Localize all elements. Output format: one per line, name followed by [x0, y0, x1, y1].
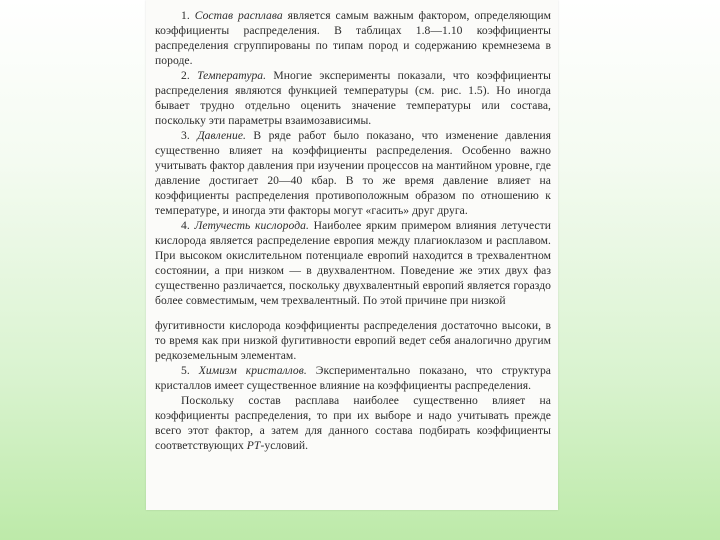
paragraph-crystal-chemistry [155, 363, 551, 393]
item-number: 3. [181, 129, 198, 142]
item-body: является самым важным фактором, определяющим коэффициенты распределения. В таблицах 1.8—1.10 коэффициенты распределения сгруппированы по типам пород и содержанию кремнезема в породе. [155, 9, 552, 67]
item-title: Температура. [197, 69, 267, 82]
item-body: В ряде работ было показано, что изменение давления существенно влияет на коэффициенты распределения. Особенно важно учитывать фактор давления при изучении процессов на мантийном уровне, где давление достигает 20—40 кбар. В то же время давление влияет на коэффициенты распределения противоположным образом по отношению к температуре, и иногда эти факторы могут «гасить» друг друга. [155, 129, 551, 217]
item-number: 2. [181, 69, 198, 82]
pt-italic: PT [246, 439, 261, 452]
paragraph-oxygen-fugacity [155, 218, 551, 308]
item-body: Поскольку состав расплава наиболее существенно влияет на коэффициенты распределения, то при их выборе и надо учитывать прежде всего этот фактор, а затем для данного состава подбирать коэффициенты соответствующих [155, 394, 551, 452]
item-title: Летучесть кислорода. [194, 219, 309, 232]
paragraph-temperature [155, 68, 551, 128]
page-text [155, 8, 551, 453]
item-body: Наиболее ярким примером влияния летучести кислорода является распределение европия между плагиоклазом и расплавом. При высоком окислительном потенциале европий находится в трехвалентном состоянии, а при низком — в двухвалентном. Поведение же этих двух фаз существенно различается, поскольку двухвалентный европий является гораздо более совместимым, чем трехвалентный. По этой причине при низкой [155, 219, 551, 307]
item-title: Химизм кристаллов. [198, 364, 307, 377]
paragraph-conclusion [155, 393, 551, 453]
scan-seam-gap [155, 308, 551, 318]
item-title: Давление. [197, 129, 246, 142]
item-body: Многие эксперименты показали, что коэффициенты распределения являются функцией температуры (см. рис. 1.5). Но иногда бывает трудно отдельно оценить значение температуры или состава, поскольку эти параметры взаимозависимы. [155, 69, 551, 127]
scanned-page [146, 0, 558, 510]
item-number: 5. [181, 364, 199, 377]
item-number: 4. [181, 219, 195, 232]
item-body: фугитивности кислорода коэффициенты распределения достаточно высоки, в то время как при низкой фугитивности европий ведет себя аналогично другим редкоземельным элементам. [155, 319, 551, 362]
paragraph-pressure [155, 128, 551, 218]
item-number: 1. [181, 9, 195, 22]
paragraph-melt-composition [155, 8, 551, 68]
item-title: Состав расплава [194, 9, 283, 22]
item-tail: -условий. [260, 439, 309, 452]
paragraph-oxygen-fugacity-continued [155, 318, 551, 363]
item-body: Экспериментально показано, что структура кристаллов имеет существенное влияние на коэффициенты распределения. [155, 364, 551, 392]
